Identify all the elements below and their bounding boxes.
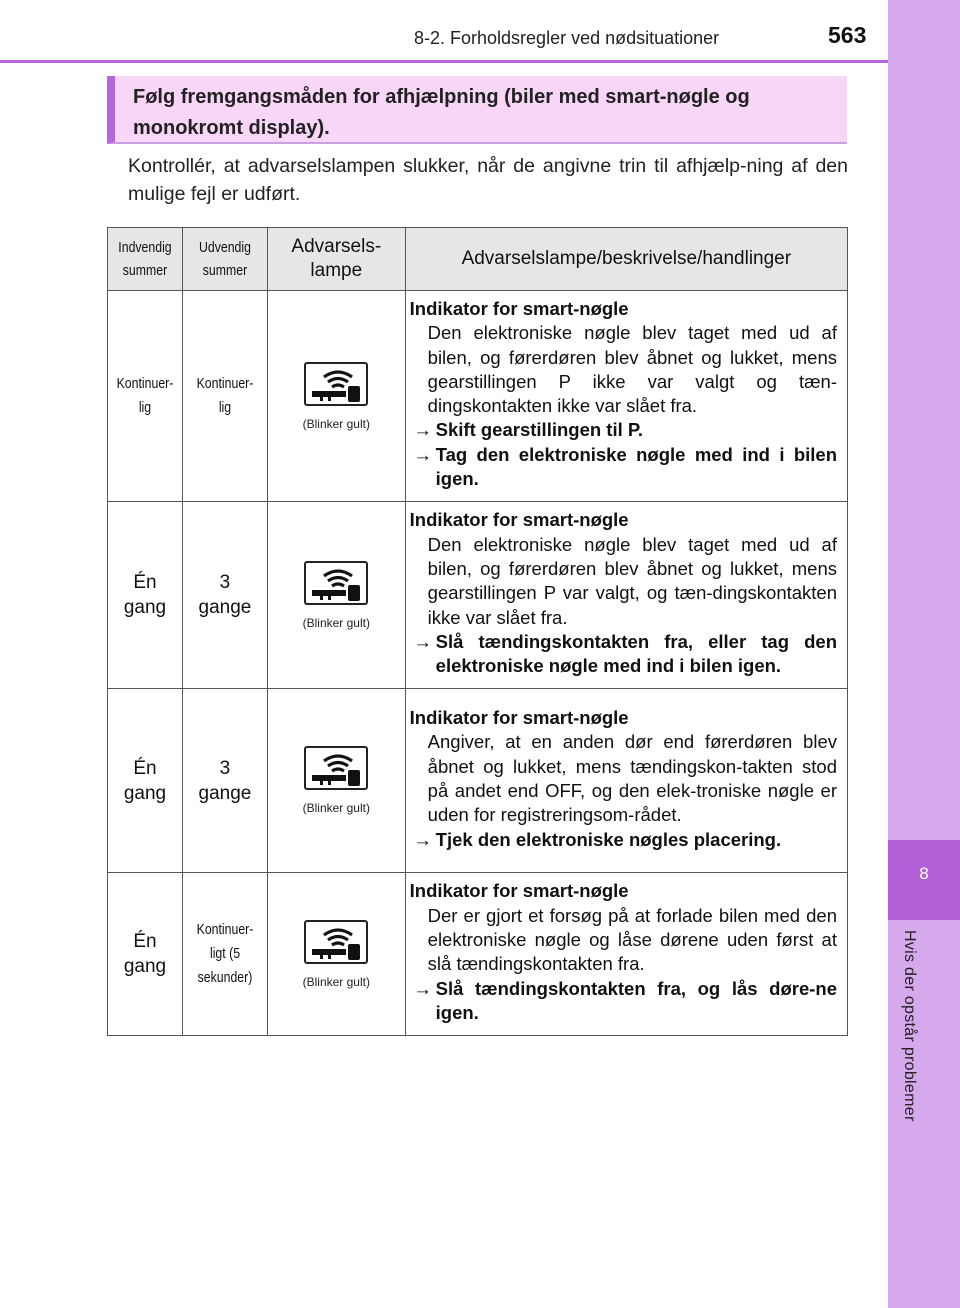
action-item: → Slå tændingskontakten fra, eller tag den elektroniske nøgle med ind i bilen igen.	[410, 630, 837, 679]
chapter-number: 8	[919, 864, 929, 883]
arrow-icon: →	[413, 630, 432, 652]
lamp-cell	[267, 873, 405, 1036]
description-body: Den elektroniske nøgle blev taget med ud af bilen, og førerdøren blev åbnet og lukket, mens gearstillingen P ikke var valgt og tæn-dingskontakten ikke var slået fra.	[427, 322, 837, 417]
outside-buzzer-cell: Kontinuer-lig	[182, 291, 267, 502]
warning-table	[107, 227, 848, 1036]
header-description: Advarselslampe/beskrivelse/handlinger	[405, 228, 847, 291]
chapter-title: Hvis der opstår problemer	[901, 930, 918, 1122]
indicator-title: Indikator for smart-nøgle	[409, 707, 629, 729]
lamp-note: (Blinker gult)	[302, 615, 370, 630]
action-item: → Skift gearstillingen til P.	[410, 418, 837, 442]
outside-buzzer-cell: 3 gange	[182, 502, 267, 689]
description-cell	[405, 873, 847, 1036]
table-row	[108, 502, 848, 689]
lamp-cell	[267, 502, 405, 689]
page-number: 563	[828, 22, 867, 48]
description-cell	[405, 291, 847, 502]
arrow-icon: →	[413, 828, 432, 850]
lamp-cell	[267, 291, 405, 502]
description-body: Der er gjort et forsøg på at forlade bilen med den elektroniske nøgle og låse dørene uden først at slå tændingskontakten fra.	[427, 904, 837, 975]
intro-paragraph: Kontrollér, at advarselslampen slukker, når de angivne trin til afhjælp-ning af den mulige fejl er udført.	[128, 155, 848, 205]
table-row	[108, 689, 848, 873]
smart-key-indicator-icon	[304, 746, 368, 790]
table-row	[108, 291, 848, 502]
description-body: Den elektroniske nøgle blev taget med ud af bilen, og førerdøren blev åbnet og lukket, mens gearstillingen P var valgt, og tæn-dingskontakten ikke var slået fra.	[427, 533, 837, 628]
header-rule	[0, 60, 888, 63]
section-title: 8-2. Forholdsregler ved nødsituationer	[414, 28, 720, 48]
arrow-icon: →	[413, 977, 432, 999]
action-item: → Tjek den elektroniske nøgles placering.	[410, 828, 837, 852]
indicator-title: Indikator for smart-nøgle	[409, 880, 629, 902]
indicator-title: Indikator for smart-nøgle	[409, 298, 629, 319]
description-body: Angiver, at en anden dør end førerdøren blev åbnet og lukket, mens tændingskon-takten stod på andet end OFF, og den elek-troniske nøgle er uden for registreringsom-rådet.	[427, 731, 837, 826]
inside-buzzer-cell: Én gang	[108, 689, 183, 873]
callout-text: Følg fremgangsmåden for afhjælpning (biler med smart-nøgle og monokromt display).	[133, 86, 750, 139]
arrow-icon: →	[413, 419, 432, 441]
lamp-note: (Blinker gult)	[302, 974, 370, 989]
description-cell	[405, 502, 847, 689]
arrow-icon: →	[413, 443, 432, 465]
indicator-title: Indikator for smart-nøgle	[409, 509, 629, 531]
lamp-note: (Blinker gult)	[302, 801, 370, 816]
table-header-row	[108, 228, 848, 291]
header-inside-buzzer: Indvendig summer	[108, 228, 183, 291]
procedure-callout	[107, 76, 847, 144]
smart-key-indicator-icon	[304, 920, 368, 964]
header-outside-buzzer: Udvendig summer	[182, 228, 267, 291]
inside-buzzer-cell: Kontinuer-lig	[108, 291, 183, 502]
header-lamp: Advarsels-lampe	[267, 228, 405, 291]
action-item: → Tag den elektroniske nøgle med ind i bilen igen.	[410, 443, 837, 492]
inside-buzzer-cell: Én gang	[108, 873, 183, 1036]
lamp-note: (Blinker gult)	[302, 416, 370, 431]
action-item: → Slå tændingskontakten fra, og lås døre-ne igen.	[410, 977, 837, 1026]
smart-key-indicator-icon	[304, 561, 368, 605]
smart-key-indicator-icon	[304, 362, 368, 406]
lamp-cell	[267, 689, 405, 873]
inside-buzzer-cell: Én gang	[108, 502, 183, 689]
description-cell	[405, 689, 847, 873]
outside-buzzer-cell: Kontinuer-ligt (5 sekunder)	[182, 873, 267, 1036]
outside-buzzer-cell: 3 gange	[182, 689, 267, 873]
table-row	[108, 873, 848, 1036]
